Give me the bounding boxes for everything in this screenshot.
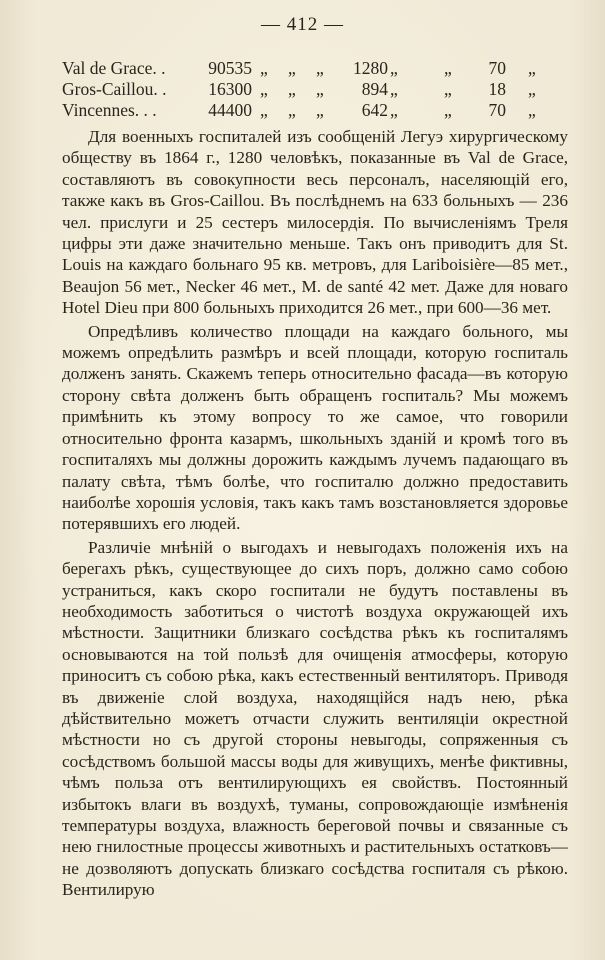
value-per-person: 70 bbox=[488, 58, 506, 78]
table-row bbox=[62, 79, 562, 100]
ditto-mark: „ bbox=[390, 100, 398, 120]
ditto-mark: „ bbox=[260, 58, 268, 78]
value-area: 16300 bbox=[208, 79, 252, 99]
body-text bbox=[62, 126, 568, 901]
ditto-mark: „ bbox=[316, 58, 324, 78]
paragraph: Различіе мнѣній о выгодахъ и невыгодахъ положенія ихъ на берегахъ рѣкъ, существующее до сихъ поръ, должно само собою устраниться, какъ скоро госпитали не будутъ поставлены въ необходимость заботиться о чистотѣ воздуха окружающей ихъ мѣстности. Защитники близкаго сосѣдства рѣкъ къ госпиталямъ основываются на той пользѣ для очищенія атмосферы, которую приноситъ съ собою рѣка, какъ естественный вентиляторъ. Приводя въ движеніе слой воздуха, находящійся надъ нею, рѣка дѣйствительно можетъ отчасти служить вентиляціи окрестной мѣстности но съ другой стороны невыгоды, сопряженныя съ сосѣдствомъ большой массы воды для живущихъ, менѣе фиктивны, чѣмъ польза отъ вентилирующихъ ея свойствъ. Постоянный избытокъ влаги въ воздухѣ, туманы, сопровождающіе измѣненія температуры воздуха, влажность береговой почвы и связанные съ нею гнилостные процессы животныхъ и растительныхъ остатковъ—не дозволяютъ допускать близкаго сосѣдства госпиталя съ рѣкою. Вентилирую bbox=[62, 537, 568, 900]
ditto-mark: „ bbox=[316, 79, 324, 99]
ditto-mark: „ bbox=[444, 79, 452, 99]
ditto-mark: „ bbox=[288, 100, 296, 120]
value-per-person: 70 bbox=[488, 100, 506, 120]
table-row bbox=[62, 58, 562, 79]
hospital-name: Vincennes. . . bbox=[62, 100, 157, 120]
ditto-mark: „ bbox=[260, 100, 268, 120]
paragraph: Опредѣливъ количество площади на каждаго больного, мы можемъ опредѣлить размѣръ и всей площади, которую госпиталь долженъ занять. Скажемъ теперь относительно фасада—въ которую сторону свѣта долженъ быть обращенъ госпиталь? Мы можемъ примѣнить къ этому вопросу то же самое, что говорили относительно фронта казармъ, школьныхъ зданій и кромѣ того въ госпиталяхъ мы должны дорожить каждымъ лучемъ падающаго въ палату свѣта, тѣмъ болѣе, что госпиталю должно предоставить наиболѣе хорошія условія, такъ какъ тамъ возстановляется здоровье потерявшихъ его людей. bbox=[62, 321, 568, 534]
hospital-name: Gros-Caillou. . bbox=[62, 79, 167, 99]
page-number: — 412 — bbox=[261, 14, 344, 35]
table-row bbox=[62, 100, 562, 121]
ditto-mark: „ bbox=[316, 100, 324, 120]
ditto-mark: „ bbox=[444, 100, 452, 120]
ditto-mark: „ bbox=[288, 58, 296, 78]
ditto-mark: „ bbox=[260, 79, 268, 99]
ditto-mark: „ bbox=[528, 58, 536, 78]
ditto-mark: „ bbox=[528, 79, 536, 99]
value-per-person: 18 bbox=[488, 79, 506, 99]
value-people: 642 bbox=[361, 100, 388, 120]
ditto-mark: „ bbox=[390, 79, 398, 99]
paragraph: Для военныхъ госпиталей изъ сообщеній Легуэ хирургическому обществу въ 1864 г., 1280 человѣкъ, показанные въ Val de Grace, составляютъ въ совокупности весь персоналъ, населяющій его, также какъ въ Gros-Caillou. Въ послѣднемъ на 633 больныхъ — 236 чел. прислуги и 25 сестеръ милосердія. По вычисленіямъ Треля цифры эти даже значительно меньше. Такъ онъ приводитъ для St. Louis на каждаго больнаго 95 кв. метровъ, для Lariboisière—85 мет., Beaujon 56 мет., Necker 46 мет., M. de santé 42 мет. Даже для новаго Hotel Dieu при 800 больныхъ приходится 26 мет., при 600—36 мет. bbox=[62, 127, 568, 318]
statistics-table bbox=[62, 58, 562, 121]
ditto-mark: „ bbox=[288, 79, 296, 99]
value-area: 90535 bbox=[208, 58, 252, 78]
value-area: 44400 bbox=[208, 100, 252, 120]
value-people: 894 bbox=[361, 79, 388, 99]
ditto-mark: „ bbox=[390, 58, 398, 78]
ditto-mark: „ bbox=[444, 58, 452, 78]
hospital-name: Val de Grace. . bbox=[62, 58, 166, 78]
ditto-mark: „ bbox=[528, 100, 536, 120]
value-people: 1280 bbox=[353, 58, 388, 78]
